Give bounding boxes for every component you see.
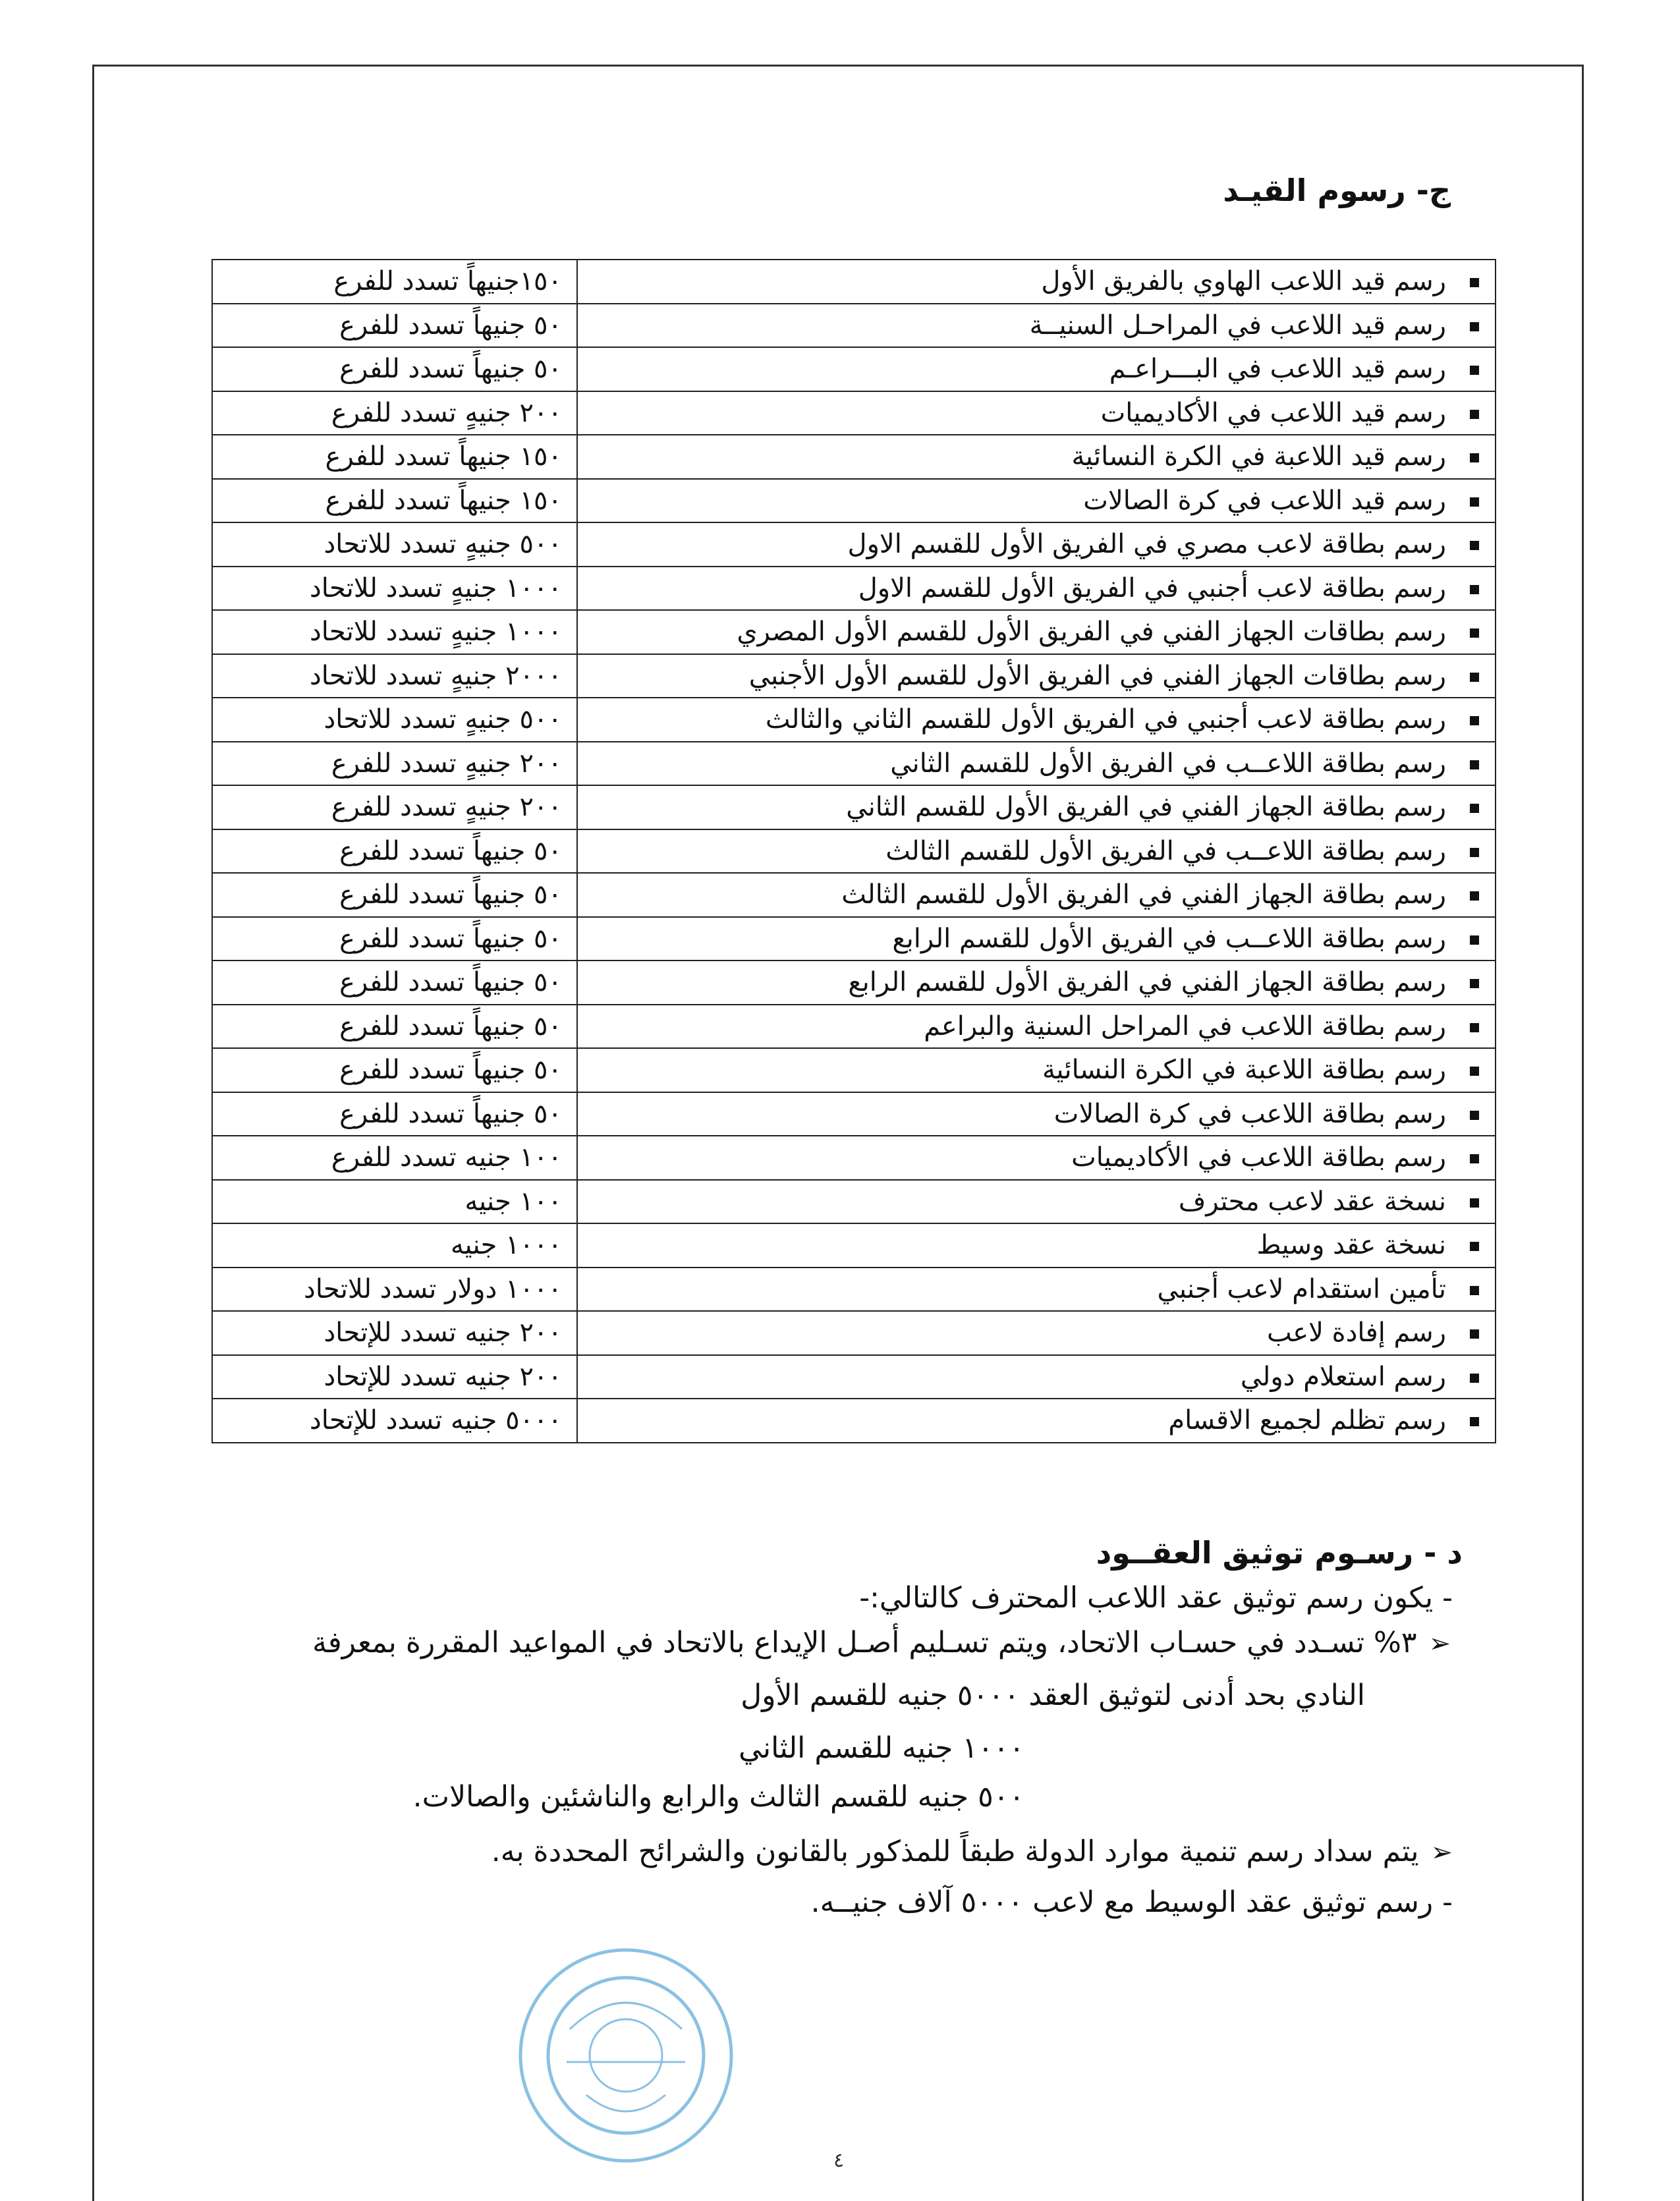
fee-amount: ٥٠ جنيهاً تسدد للفرع	[212, 829, 577, 874]
fee-row	[212, 567, 1496, 611]
fee-description: رسم إفادة لاعب	[577, 1311, 1496, 1355]
point1-line1: ➢٣% تسـدد في حسـاب الاتحاد، ويتم تسـليم أصـل الإيداع بالاتحاد في المواعيد المقررة بمعرفة	[312, 1626, 1451, 1659]
fee-description: رسم استعلام دولي	[577, 1355, 1496, 1399]
section-d-title: د - رسـوم توثيق العقــود	[1096, 1535, 1463, 1571]
fee-description: رسم قيد اللاعبة في الكرة النسائية	[577, 435, 1496, 479]
fee-row	[212, 391, 1496, 435]
fee-amount: ٥٠ جنيهاً تسدد للفرع	[212, 1092, 577, 1136]
bullet-icon	[1470, 979, 1479, 988]
fee-description: رسم بطاقة اللاعب في الأكاديميات	[577, 1136, 1496, 1180]
bullet-icon	[1470, 1242, 1479, 1251]
point1-line2: النادي بحد أدنى لتوثيق العقد ٥٠٠٠ جنيه للقسم الأول	[741, 1679, 1365, 1712]
bullet-icon	[1470, 1198, 1479, 1208]
bullet-icon	[1470, 673, 1479, 682]
bullet-icon	[1470, 366, 1479, 375]
section-c-title: ج- رسوم القيـد	[1223, 173, 1451, 208]
fees-table	[211, 259, 1496, 1443]
arrow-icon: ➢	[1428, 1629, 1451, 1659]
fee-amount: ٥٠٠ جنيهٍ تسدد للاتحاد	[212, 698, 577, 742]
bullet-icon	[1470, 935, 1479, 945]
fee-row	[212, 829, 1496, 874]
fee-row	[212, 698, 1496, 742]
fee-amount: ٢٠٠ جنيه تسدد للإتحاد	[212, 1311, 577, 1355]
fee-row	[212, 1311, 1496, 1355]
fee-description: نسخة عقد لاعب محترف	[577, 1180, 1496, 1224]
fee-amount: ٥٠ جنيهاً تسدد للفرع	[212, 961, 577, 1005]
fee-description: رسم بطاقات الجهاز الفني في الفريق الأول للقسم الأول الأجنبي	[577, 654, 1496, 698]
bullet-icon	[1470, 453, 1479, 462]
fee-description: رسم بطاقات الجهاز الفني في الفريق الأول للقسم الأول المصري	[577, 610, 1496, 654]
fee-row	[212, 917, 1496, 961]
fee-row	[212, 1355, 1496, 1399]
fee-row	[212, 479, 1496, 523]
fee-row	[212, 260, 1496, 304]
fee-amount: ١٠٠٠ دولار تسدد للاتحاد	[212, 1268, 577, 1312]
fee-amount: ٢٠٠٠ جنيهٍ تسدد للاتحاد	[212, 654, 577, 698]
fee-amount: ١٠٠ جنيه تسدد للفرع	[212, 1136, 577, 1180]
fee-row	[212, 873, 1496, 917]
fee-description: رسم قيد اللاعب في كرة الصالات	[577, 479, 1496, 523]
fee-description: رسم قيد اللاعب في البـــراعـم	[577, 347, 1496, 391]
fee-amount: ١٥٠جنيهاً تسدد للفرع	[212, 260, 577, 304]
fee-description: رسم بطاقة اللاعــب في الفريق الأول للقسم الرابع	[577, 917, 1496, 961]
fee-description: رسم قيد اللاعب الهاوي بالفريق الأول	[577, 260, 1496, 304]
fee-row	[212, 610, 1496, 654]
fee-description: رسم بطاقة الجهاز الفني في الفريق الأول للقسم الرابع	[577, 961, 1496, 1005]
point1-line3: ١٠٠٠ جنيه للقسم الثاني	[739, 1731, 1024, 1765]
fee-amount: ٢٠٠ جنيهٍ تسدد للفرع	[212, 742, 577, 786]
bullet-icon	[1470, 1111, 1479, 1120]
fee-description: رسم بطاقة اللاعب في المراحل السنية والبراعم	[577, 1005, 1496, 1049]
fee-amount: ٥٠ جنيهاً تسدد للفرع	[212, 917, 577, 961]
fee-description: رسم بطاقة لاعب مصري في الفريق الأول للقسم الاول	[577, 522, 1496, 567]
fee-row	[212, 1268, 1496, 1312]
bullet-icon	[1470, 1154, 1479, 1163]
fee-amount: ٥٠ جنيهاً تسدد للفرع	[212, 347, 577, 391]
page-number: ٤	[833, 2149, 845, 2172]
bullet-icon	[1470, 716, 1479, 725]
fee-amount: ٢٠٠ جنيه تسدد للإتحاد	[212, 1355, 577, 1399]
fee-description: رسم بطاقة الجهاز الفني في الفريق الأول للقسم الثاني	[577, 785, 1496, 829]
fee-description: رسم بطاقة الجهاز الفني في الفريق الأول للقسم الثالث	[577, 873, 1496, 917]
bullet-icon	[1470, 1417, 1479, 1426]
fee-row	[212, 347, 1496, 391]
fee-amount: ١٥٠ جنيهاً تسدد للفرع	[212, 479, 577, 523]
fee-description: رسم بطاقة اللاعــب في الفريق الأول للقسم الثالث	[577, 829, 1496, 874]
fee-description: رسم بطاقة اللاعب في كرة الصالات	[577, 1092, 1496, 1136]
bullet-icon	[1470, 497, 1479, 507]
bullet-icon	[1470, 410, 1479, 419]
fee-row	[212, 654, 1496, 698]
fee-amount: ١٥٠ جنيهاً تسدد للفرع	[212, 435, 577, 479]
fee-amount: ٥٠ جنيهاً تسدد للفرع	[212, 873, 577, 917]
fee-amount: ٢٠٠ جنيهٍ تسدد للفرع	[212, 785, 577, 829]
bullet-icon	[1470, 541, 1479, 550]
bullet-icon	[1470, 1374, 1479, 1383]
arrow-icon: ➢	[1430, 1837, 1453, 1868]
fee-amount: ١٠٠٠ جنيهٍ تسدد للاتحاد	[212, 610, 577, 654]
bullet-icon	[1470, 1329, 1479, 1339]
fee-description: تأمين استقدام لاعب أجنبي	[577, 1268, 1496, 1312]
fee-row	[212, 742, 1496, 786]
bullet-icon	[1470, 322, 1479, 331]
fee-description: رسم بطاقة لاعب أجنبي في الفريق الأول للقسم الاول	[577, 567, 1496, 611]
fee-amount: ٥٠ جنيهاً تسدد للفرع	[212, 1048, 577, 1092]
fee-description: رسم تظلم لجميع الاقسام	[577, 1399, 1496, 1443]
fee-description: رسم قيد اللاعب في الأكاديميات	[577, 391, 1496, 435]
fee-amount: ١٠٠٠ جنيهٍ تسدد للاتحاد	[212, 567, 577, 611]
fee-row	[212, 961, 1496, 1005]
fee-description: رسم بطاقة لاعب أجنبي في الفريق الأول للقسم الثاني والثالث	[577, 698, 1496, 742]
fee-row	[212, 1180, 1496, 1224]
fee-amount: ١٠٠ جنيه	[212, 1180, 577, 1224]
bullet-icon	[1470, 1286, 1479, 1295]
fee-amount: ٥٠ جنيهاً تسدد للفرع	[212, 1005, 577, 1049]
agent-fee-line: - رسم توثيق عقد الوسيط مع لاعب ٥٠٠٠ آلاف جنيــه.	[810, 1885, 1453, 1919]
fee-amount: ٢٠٠ جنيهٍ تسدد للفرع	[212, 391, 577, 435]
bullet-icon	[1470, 278, 1479, 287]
point1-line4: ٥٠٠ جنيه للقسم الثالث والرابع والناشئين والصالات.	[412, 1780, 1024, 1814]
bullet-icon	[1470, 891, 1479, 901]
fee-amount: ٥٠٠ جنيهٍ تسدد للاتحاد	[212, 522, 577, 567]
fee-description: نسخة عقد وسيط	[577, 1223, 1496, 1268]
fee-amount: ٥٠٠٠ جنيه تسدد للإتحاد	[212, 1399, 577, 1443]
fee-row	[212, 785, 1496, 829]
fee-row	[212, 435, 1496, 479]
section-d-intro: - يكون رسم توثيق عقد اللاعب المحترف كالتالي:-	[859, 1581, 1453, 1615]
fee-row	[212, 1136, 1496, 1180]
fee-amount: ١٠٠٠ جنيه	[212, 1223, 577, 1268]
bullet-icon	[1470, 848, 1479, 857]
bullet-icon	[1470, 760, 1479, 769]
fee-description: رسم بطاقة اللاعــب في الفريق الأول للقسم الثاني	[577, 742, 1496, 786]
fee-row	[212, 1399, 1496, 1443]
fee-row	[212, 1092, 1496, 1136]
fee-row	[212, 1048, 1496, 1092]
fee-description: رسم بطاقة اللاعبة في الكرة النسائية	[577, 1048, 1496, 1092]
official-stamp-icon	[507, 1930, 744, 2167]
bullet-icon	[1470, 628, 1479, 638]
point2: ➢يتم سداد رسم تنمية موارد الدولة طبقاً للمذكور بالقانون والشرائح المحددة به.	[491, 1835, 1453, 1868]
fee-row	[212, 1005, 1496, 1049]
fee-row	[212, 1223, 1496, 1268]
fee-row	[212, 522, 1496, 567]
fee-row	[212, 304, 1496, 348]
bullet-icon	[1470, 585, 1479, 594]
fee-amount: ٥٠ جنيهاً تسدد للفرع	[212, 304, 577, 348]
bullet-icon	[1470, 804, 1479, 813]
bullet-icon	[1470, 1023, 1479, 1032]
bullet-icon	[1470, 1067, 1479, 1076]
fee-description: رسم قيد اللاعب في المراحـل السنيــة	[577, 304, 1496, 348]
